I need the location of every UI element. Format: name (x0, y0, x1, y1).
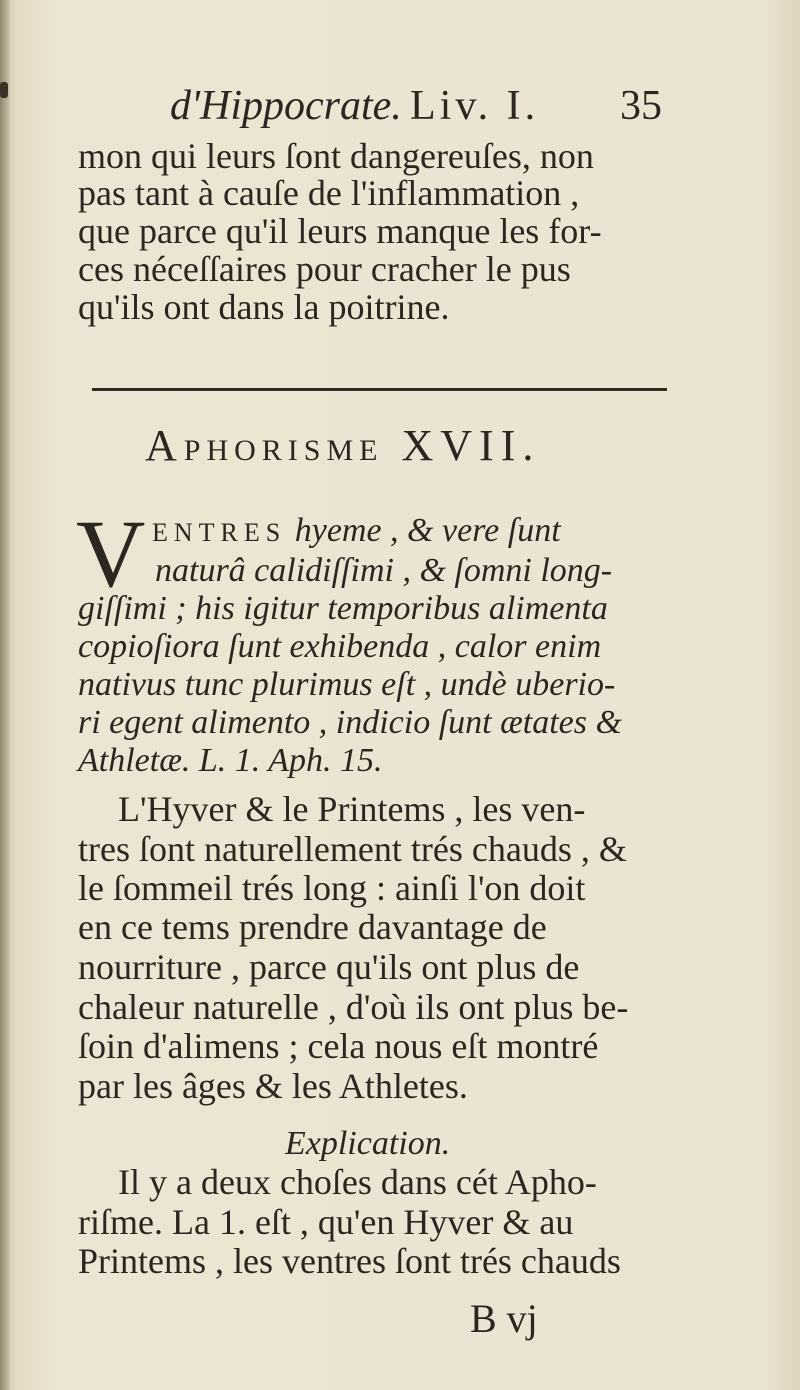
french-line: ſoin d'alimens ; cela nous eſt montré (78, 1026, 599, 1066)
intro-line: qu'ils ont dans la poitrine. (78, 287, 450, 327)
latin-line: copioſiora ſunt exhibenda , calor enim (78, 628, 602, 665)
latin-line: nativus tunc plurimus eſt , undè uberio- (78, 666, 616, 703)
french-line: en ce tems prendre davantage de (78, 907, 547, 947)
explication-line: Printems , les ventres ſont trés chauds (78, 1241, 621, 1281)
latin-line: Athletæ. L. 1. Aph. 15. (78, 742, 383, 779)
running-head-title: d'Hippocrate. (170, 83, 402, 129)
intro-line: que parce qu'il leurs manque les for- (78, 211, 602, 251)
french-line: chaleur naturelle , d'où ils ont plus be- (78, 987, 629, 1027)
latin-line (152, 512, 561, 552)
heading-initial: A (145, 421, 184, 470)
first-word: ENTRES (152, 518, 287, 547)
explication-title: Explication. (285, 1125, 451, 1162)
drop-cap: V (76, 500, 146, 607)
latin-line: naturâ calidiſſimi , & ſomni long- (155, 552, 613, 589)
french-line: par les âges & les Athletes. (78, 1066, 468, 1106)
aphorism-heading (145, 420, 665, 471)
section-divider (92, 388, 667, 391)
french-line: tres ſont naturellement trés chauds , & (78, 829, 627, 869)
running-head (150, 82, 660, 132)
french-line: L'Hyver & le Printems , les ven- (118, 789, 586, 829)
signature-mark: B vj (470, 1296, 538, 1341)
intro-line: pas tant à cauſe de l'inflammation , (78, 173, 580, 213)
latin-line: ri egent alimento , indicio ſunt ætates & (78, 704, 622, 741)
latin-line-text: hyeme , & vere ſunt (294, 512, 561, 549)
latin-line: giſſimi ; his igitur temporibus alimenta (78, 590, 608, 627)
heading-number: XVII. (401, 421, 541, 470)
page-gutter-edge (0, 0, 10, 1390)
running-head-book: Liv. I. (410, 83, 540, 129)
intro-line: mon qui leurs ſont dangereuſes, non (78, 136, 594, 176)
margin-mark (0, 82, 8, 98)
intro-line: ces néceſſaires pour cracher le pus (78, 249, 571, 289)
french-line: le ſommeil trés long : ainſi l'on doit (78, 868, 586, 908)
explication-line: Il y a deux choſes dans cét Apho- (118, 1162, 597, 1202)
page-number: 35 (620, 83, 662, 129)
french-line: nourriture , parce qu'ils ont plus de (78, 947, 580, 987)
heading-word: PHORISME (183, 434, 384, 467)
explication-line: riſme. La 1. eſt , qu'en Hyver & au (78, 1202, 574, 1242)
